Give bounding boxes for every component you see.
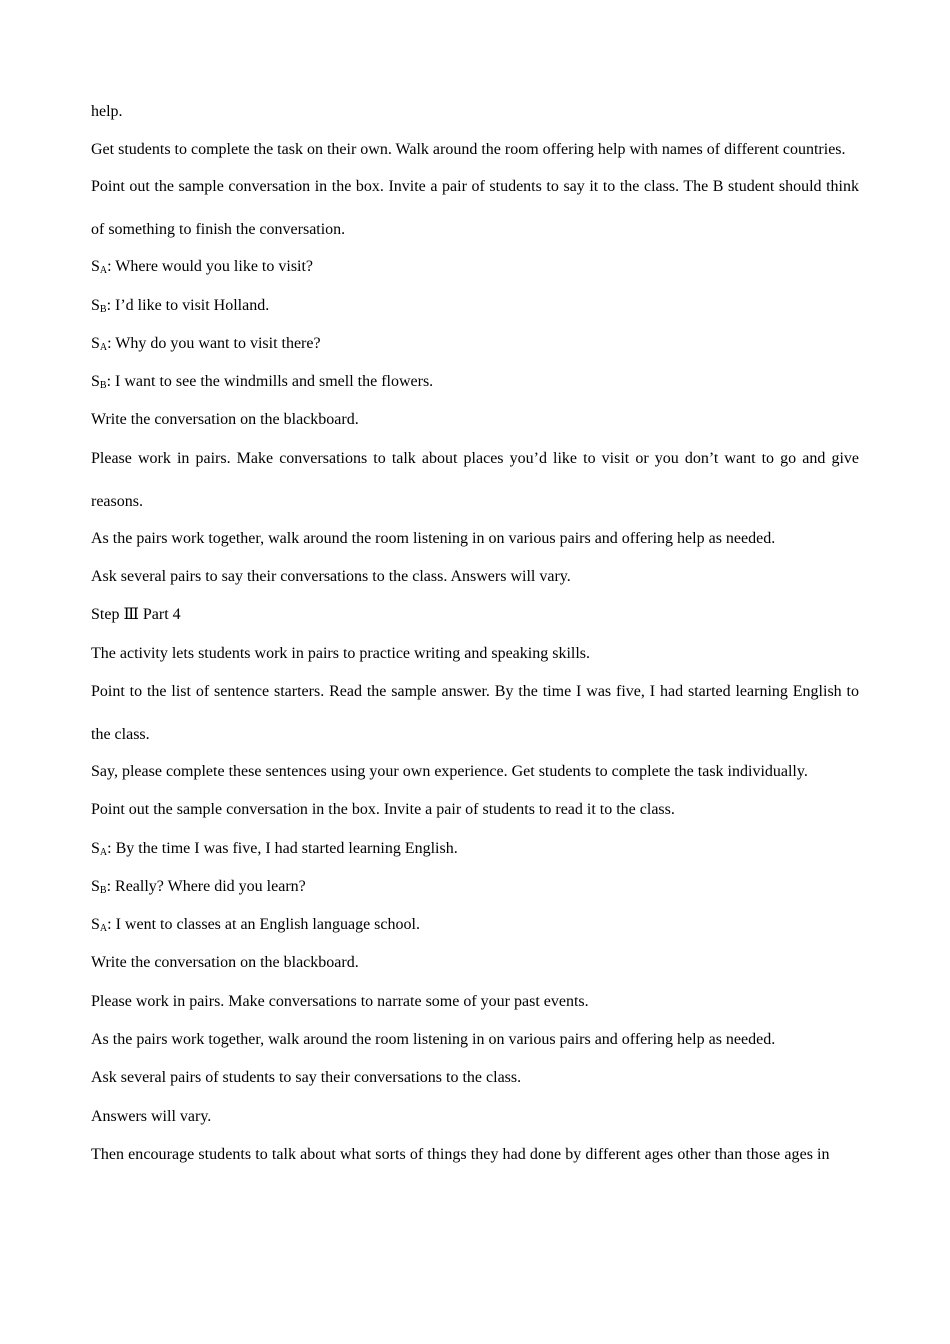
document-page (91, 100, 859, 1167)
paragraph: Write the conversation on the blackboard. (91, 954, 359, 972)
dialogue-line: $S_A$: I went to classes at an English language school. (91, 916, 420, 935)
paragraph: As the pairs work together, walk around the room listening in on various pairs and offering help as needed. (91, 529, 776, 547)
dialogue-line: $S_A$: Why do you want to visit there? (91, 334, 321, 353)
dialogue-line: $S_B$: Really? Where did you learn? (91, 877, 306, 896)
paragraph: Ask several pairs to say their conversations to the class. Answers will vary. (91, 568, 571, 586)
paragraph: Point out the sample conversation in the box. Invite a pair of students to say it to the class. The B student should think of something to finish the conversation. (91, 178, 859, 239)
dialogue-line: $S_A$: By the time I was five, I had started learning English. (91, 839, 458, 858)
paragraph: Get students to complete the task on their own. Walk around the room offering help with names of different countries. (91, 141, 846, 159)
paragraph: Please work in pairs. Make conversations to talk about places you’d like to visit or you don’t want to go and give reasons. (91, 449, 859, 510)
paragraph: The activity lets students work in pairs to practice writing and speaking skills. (91, 644, 591, 662)
paragraph: Then encourage students to talk about what sorts of things they had done by different ages other than those ages in (91, 1145, 830, 1163)
paragraph: Write the conversation on the blackboard. (91, 411, 359, 429)
paragraph: Point to the list of sentence starters. Read the sample answer. By the time I was five, I had started learning English to the class. (91, 682, 859, 743)
dialogue-line: $S_A$: Where would you like to visit? (91, 258, 314, 277)
paragraph: help. (91, 103, 123, 120)
paragraph: Say, please complete these sentences using your own experience. Get students to complete the task individually. (91, 762, 808, 780)
dialogue-line: $S_B$: I’d like to visit Holland. (91, 296, 270, 315)
paragraph: As the pairs work together, walk around the room listening in on various pairs and offering help as needed. (91, 1031, 776, 1049)
dialogue-line: $S_B$: I want to see the windmills and smell the flowers. (91, 373, 434, 392)
paragraph: Please work in pairs. Make conversations to narrate some of your past events. (91, 992, 589, 1010)
paragraph: Point out the sample conversation in the box. Invite a pair of students to read it to the class. (91, 801, 675, 819)
step-heading: Step Ⅲ Part 4 (91, 606, 181, 624)
paragraph: Answers will vary. (91, 1107, 212, 1125)
paragraph: Ask several pairs of students to say their conversations to the class. (91, 1069, 522, 1087)
